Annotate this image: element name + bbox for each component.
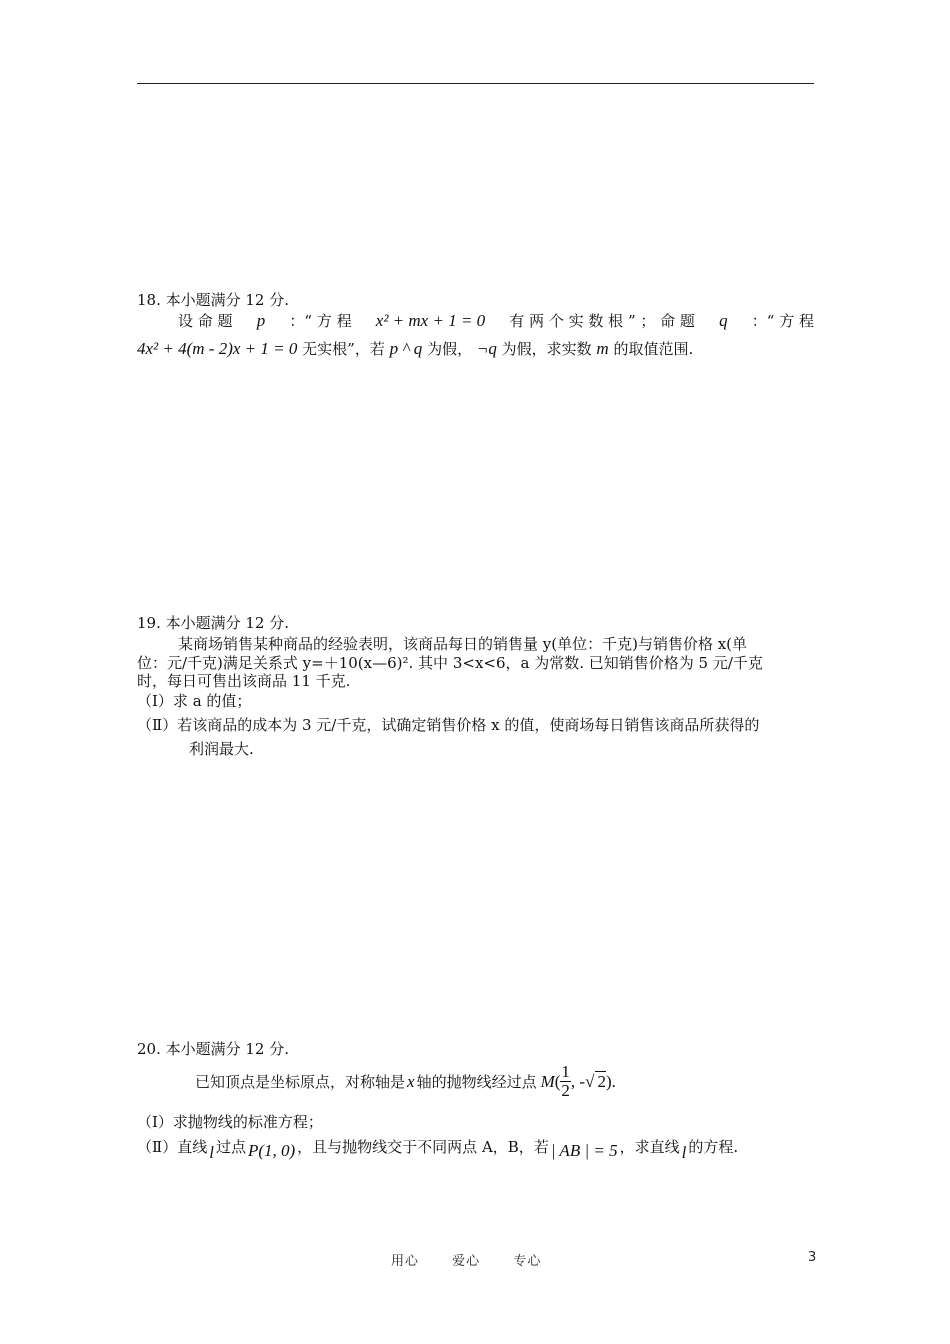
q20-text: 过点 (215, 1138, 246, 1156)
ab-length: | AB | = 5 (550, 1141, 618, 1160)
q18-text: 为假， (427, 340, 473, 358)
p-and-q: p ^ q (389, 339, 423, 358)
q19-part-2-cont: 利润最大. (189, 740, 254, 758)
q19-line-1: 某商场销售某种商品的经验表明，该商品每日的销售量 y(单位：千克)与销售价格 x(单 (178, 635, 748, 653)
equation-1: x² + mx + 1 = 0 (375, 311, 486, 330)
page-number: 3 (808, 1250, 817, 1265)
sqrt-sign: √ (585, 1071, 595, 1091)
q20-text: ，且与抛物线交于不同两点 A，B，若 (297, 1138, 549, 1156)
sqrt-radicand: 2 (597, 1072, 606, 1091)
footer-motto (391, 1250, 569, 1269)
q20-part-1: （Ⅰ）求抛物线的标准方程； (137, 1113, 323, 1131)
q18-text: ：“ 方 程 (289, 312, 352, 330)
q18-text: 的取值范围. (613, 340, 694, 358)
fraction-denominator: 2 (561, 1081, 570, 1100)
q19-part-2: （Ⅱ）若该商品的成本为 3 元/千克，试确定销售价格 x 的值，使商场每日销售该商品所获得的 (137, 716, 760, 734)
q18-text: 设 命 题 (178, 312, 233, 330)
q20-part-2 (137, 1136, 739, 1162)
q19-part-1: （Ⅰ）求 a 的值； (137, 692, 252, 710)
q19-heading: 19. 本小题满分 12 分. (137, 614, 290, 632)
not-q: ¬q (476, 339, 497, 358)
q18-text: 无实根”，若 (302, 340, 385, 358)
q20-text: 的方程. (688, 1138, 739, 1156)
q18-text: ：“ 方 程 (751, 312, 814, 330)
line-l: l (209, 1143, 214, 1162)
proposition-q: q (719, 311, 728, 330)
header-rule (137, 83, 814, 84)
q20-text: ，求直线 (619, 1138, 680, 1156)
q20-text: 轴的抛物线经过点 (416, 1073, 537, 1091)
motto-item: 用心 (391, 1254, 420, 1269)
q20-text: （Ⅱ）直线 (137, 1138, 208, 1156)
motto-item: 爱心 (452, 1254, 481, 1269)
point-M: M (540, 1071, 555, 1091)
q20-heading: 20. 本小题满分 12 分. (137, 1040, 290, 1058)
equation-2: 4x² + 4(m - 2)x + 1 = 0 (137, 339, 298, 358)
variable-x: x (407, 1071, 415, 1091)
q18-text: 有 两 个 实 数 根 ” ； 命 题 (509, 312, 695, 330)
fraction-numerator: 1 (561, 1062, 570, 1081)
q19-line-3: 时，每日可售出该商品 11 千克. (137, 672, 351, 690)
line-l: l (681, 1143, 687, 1162)
q20-line-1 (195, 1063, 616, 1100)
q18-heading: 18. 本小题满分 12 分. (137, 291, 290, 309)
motto-item: 专心 (513, 1254, 542, 1269)
q18-text: 为假，求实数 (501, 340, 592, 358)
q20-text: 已知顶点是坐标原点，对称轴是 (195, 1073, 406, 1091)
open-paren: ( (554, 1071, 561, 1091)
close-paren: ). (605, 1071, 616, 1091)
q18-line-1 (178, 310, 814, 331)
variable-m: m (596, 339, 609, 358)
q19-line-2: 位：元/千克)满足关系式 y=＋10(x—6)². 其中 3<x<6，a 为常数. 已知销售价格为 5 元/千克 (137, 654, 763, 672)
point-P: P(1, 0) (247, 1141, 296, 1160)
proposition-p: p (256, 311, 266, 330)
comma-minus: , - (570, 1071, 586, 1091)
fraction-one-half (560, 1063, 571, 1100)
q18-line-2 (137, 338, 693, 359)
